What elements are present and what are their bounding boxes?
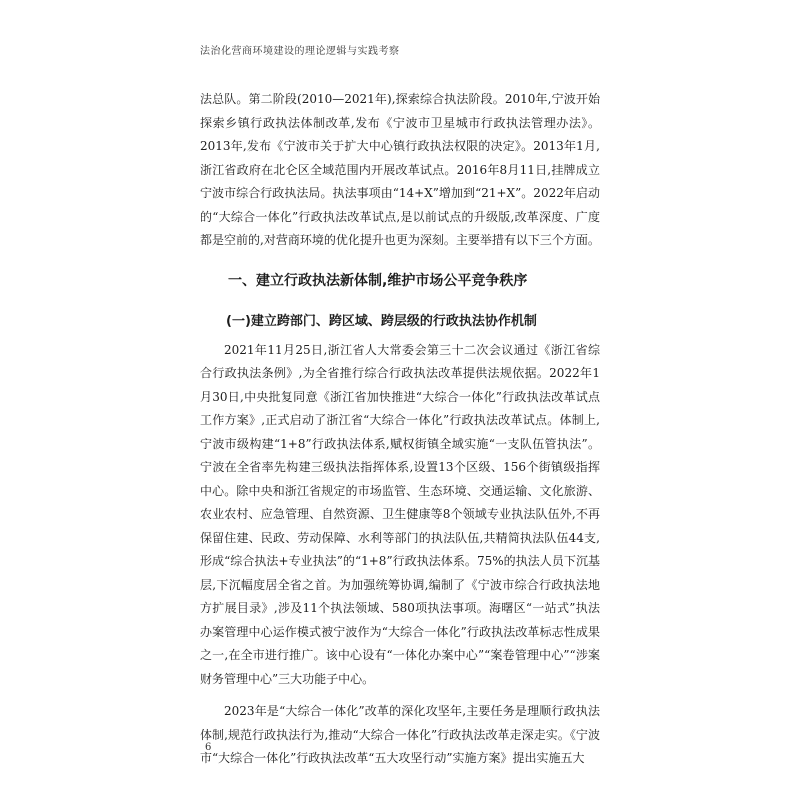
intro-paragraph: 法总队。第二阶段(2010—2021年),探索综合执法阶段。2010年,宁波开始探索乡镇行政执法体制改革,发布《宁波市卫星城市行政执法管理办法》。2013年,发布《宁波市关于扩大中心镇行政执法权限的决定》。2013年1月,浙江省政府在北仑区全域范围内开展改革试点。2016年8月11日,挂牌成立宁波市综合行政执法局。执法事项由“14+X”增加到“21+X”。2022年启动的“大综合一体化”行政执法改革试点,是以前试点的升级版,改革深度、广度都是空前的,对营商环境的优化提升也更为深刻。主要举措有以下三个方面。 xyxy=(200,92,600,247)
page-number: 6 xyxy=(205,742,212,753)
subsection-heading: (一)建立跨部门、跨区域、跨层级的行政执法协作机制 xyxy=(226,313,537,329)
body-paragraph-1: 2021年11月25日,浙江省人大常委会第三十二次会议通过《浙江省综合行政执法条例》,为全省推行综合行政执法改革提供法规依据。2022年1月30日,中央批复同意《浙江省加快推进“大综合一体化”行政执法改革试点工作方案》,正式启动了浙江省“大综合一体化”行政执法改革试点。体制上,宁波市级构建“1+8”行政执法体系,赋权街镇全域实施“一支队伍管执法”。宁波在全省率先构建三级执法指挥体系,设置13个区级、156个街镇级指挥中心。除中央和浙江省规定的市场监管、生态环境、交通运输、文化旅游、农业农村、应急管理、自然资源、卫生健康等8个领域专业执法队伍外,不再保留住建、民政、劳动保障、水利等部门的执法队伍,共精简执法队伍44支,形成“综合执法+专业执法”的“1+8”行政执法体系。75%的执法人员下沉基层,下沉幅度居全省之首。为加强统筹协调,编制了《宁波市综合行政执法地方扩展目录》,涉及11个执法领域、580项执法事项。海曙区“一站式”执法办案管理中心运作模式被宁波作为“大综合一体化”行政执法改革标志性成果之一,在全市进行推广。该中心设有“一体化办案中心”“案卷管理中心”“涉案财务管理中心”三大功能子中心。 xyxy=(200,342,600,686)
page-body xyxy=(200,88,600,771)
paragraph-gap xyxy=(200,691,600,700)
running-header: 法治化营商环境建设的理论逻辑与实践考察 xyxy=(200,46,400,57)
section-heading: 一、建立行政执法新体制,维护市场公平竞争秩序 xyxy=(228,272,528,289)
body-paragraph-2: 2023年是“大综合一体化”改革的深化攻坚年,主要任务是理顺行政执法体制,规范行政执法行为,推动“大综合一体化”行政执法改革走深走实。《宁波市“大综合一体化”行政执法改革“五大攻坚行动”实施方案》提出实施五大 xyxy=(200,704,600,765)
